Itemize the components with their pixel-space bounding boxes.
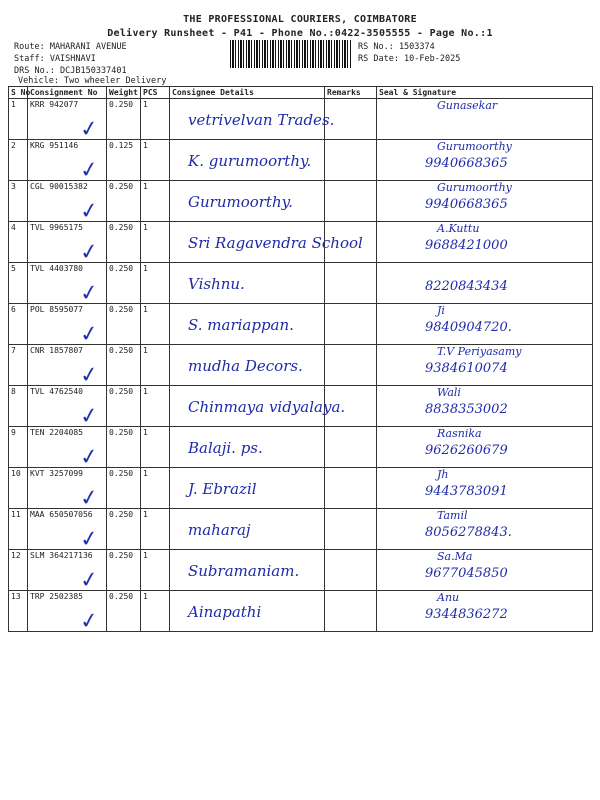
row-remarks	[325, 386, 377, 427]
checkmark-icon: ✓	[78, 443, 101, 472]
row-remarks	[325, 222, 377, 263]
row-consignment-no-text: TVL 4762540	[30, 387, 83, 396]
signature-phone: 9940668365	[425, 197, 508, 212]
row-weight-text: 0.250	[109, 346, 134, 355]
row-consignment-no-text: KRG 951146	[30, 141, 79, 150]
row-sno-text: 10	[11, 469, 21, 478]
row-consignee	[170, 222, 363, 263]
row-consignment-no	[28, 263, 107, 308]
row-consignment-no	[28, 468, 107, 513]
table-row	[9, 222, 593, 263]
row-pcs-text: 1	[143, 592, 148, 601]
row-signature	[377, 386, 593, 427]
row-weight	[107, 427, 141, 468]
row-weight-text: 0.250	[109, 551, 134, 560]
row-pcs	[141, 386, 170, 427]
row-consignment-no-text: CGL 90015382	[30, 182, 88, 191]
table-row	[9, 591, 593, 632]
signature-scribble: Tamil	[437, 509, 468, 522]
row-pcs	[141, 345, 170, 386]
signature-phone: 8838353002	[425, 402, 508, 417]
row-pcs-text: 1	[143, 223, 148, 232]
row-consignment-no	[28, 550, 107, 595]
drs-label: DRS No.: DCJB150337401	[14, 66, 127, 76]
table-row	[9, 468, 593, 509]
checkmark-icon: ✓	[78, 566, 101, 595]
row-sno-text: 5	[11, 264, 16, 273]
signature-phone: 9677045850	[425, 566, 508, 581]
checkmark-icon: ✓	[78, 320, 101, 349]
row-consignment-no	[28, 222, 107, 267]
table-row	[9, 386, 593, 427]
signature-scribble: Gunasekar	[437, 99, 498, 112]
row-pcs	[141, 99, 170, 140]
row-weight	[107, 181, 141, 222]
row-pcs-text: 1	[143, 264, 148, 273]
row-signature	[377, 591, 593, 632]
row-consignee	[170, 468, 325, 509]
row-weight-text: 0.250	[109, 305, 134, 314]
checkmark-icon: ✓	[78, 402, 101, 431]
row-pcs-text: 1	[143, 182, 148, 191]
signature-phone: 8220843434	[425, 279, 508, 294]
col-header-consignee: Consignee Details	[170, 87, 325, 99]
row-weight	[107, 304, 141, 345]
checkmark-icon: ✓	[78, 525, 101, 554]
signature-scribble: Sa.Ma	[437, 550, 473, 563]
row-consignee	[170, 345, 325, 386]
signature-scribble: Anu	[437, 591, 460, 604]
table-row	[9, 427, 593, 468]
row-remarks	[325, 468, 377, 509]
row-signature	[377, 509, 593, 550]
signature-scribble: Ji	[437, 304, 445, 317]
row-signature	[377, 181, 593, 222]
row-sno	[9, 99, 28, 140]
row-pcs	[141, 181, 170, 222]
row-consignment-no-text: TVL 4403780	[30, 264, 83, 273]
row-weight	[107, 550, 141, 591]
row-remarks	[325, 509, 377, 550]
row-sno	[9, 427, 28, 468]
row-sno-text: 8	[11, 387, 16, 396]
row-sno-text: 3	[11, 182, 16, 191]
row-signature	[377, 304, 593, 345]
row-consignment-no	[28, 386, 107, 431]
row-sno-text: 13	[11, 592, 21, 601]
row-pcs	[141, 140, 170, 181]
table-row	[9, 181, 593, 222]
row-signature	[377, 550, 593, 591]
row-consignment-no-text: KRR 942077	[30, 100, 79, 109]
row-remarks	[325, 591, 377, 632]
table-row	[9, 345, 593, 386]
row-pcs-text: 1	[143, 305, 148, 314]
row-consignee	[170, 386, 346, 427]
row-weight-text: 0.250	[109, 264, 134, 273]
signature-scribble: Gurumoorthy	[437, 140, 512, 153]
row-consignment-no	[28, 345, 107, 390]
row-remarks	[325, 181, 377, 222]
row-weight	[107, 140, 141, 181]
row-pcs-text: 1	[143, 428, 148, 437]
col-header-signature: Seal & Signature	[377, 87, 593, 99]
col-header-remarks: Remarks	[325, 87, 377, 99]
row-consignment-no-text: MAA 650507056	[30, 510, 93, 519]
row-sno	[9, 550, 28, 591]
company-title: THE PROFESSIONAL COURIERS, COIMBATORE	[183, 14, 417, 25]
row-signature	[377, 427, 593, 468]
row-sno-text: 9	[11, 428, 16, 437]
row-weight	[107, 99, 141, 140]
checkmark-icon: ✓	[78, 279, 101, 308]
row-weight	[107, 468, 141, 509]
row-consignee	[170, 99, 335, 140]
signature-scribble: Wali	[437, 386, 461, 399]
row-pcs	[141, 550, 170, 591]
col-header-weight: Weight	[107, 87, 141, 99]
row-pcs	[141, 304, 170, 345]
row-consignee	[170, 591, 325, 632]
row-pcs	[141, 263, 170, 304]
runsheet-title: Delivery Runsheet - P41 - Phone No.:0422-3505555 - Page No.:1	[107, 28, 493, 39]
signature-scribble: Jh	[437, 468, 449, 481]
row-sno	[9, 345, 28, 386]
row-consignment-no-text: TEN 2204085	[30, 428, 83, 437]
row-signature	[377, 99, 593, 140]
row-weight-text: 0.250	[109, 223, 134, 232]
consignee-name: Gurumoorthy.	[188, 193, 293, 211]
row-weight	[107, 509, 141, 550]
row-remarks	[325, 550, 377, 591]
row-weight	[107, 222, 141, 263]
consignee-name: J. Ebrazil	[188, 480, 257, 498]
row-pcs	[141, 427, 170, 468]
checkmark-icon: ✓	[78, 238, 101, 267]
row-pcs-text: 1	[143, 387, 148, 396]
row-weight-text: 0.125	[109, 141, 134, 150]
checkmark-icon: ✓	[78, 484, 101, 513]
signature-phone: 9940668365	[425, 156, 508, 171]
row-sno-text: 7	[11, 346, 16, 355]
row-consignment-no	[28, 181, 107, 226]
checkmark-icon: ✓	[78, 197, 101, 226]
row-pcs-text: 1	[143, 510, 148, 519]
consignee-name: vetrivelvan Trades.	[188, 111, 335, 129]
row-pcs	[141, 591, 170, 632]
checkmark-icon: ✓	[78, 361, 101, 390]
row-signature	[377, 222, 593, 263]
row-weight	[107, 386, 141, 427]
row-weight	[107, 263, 141, 304]
row-consignment-no	[28, 591, 107, 636]
row-sno	[9, 140, 28, 181]
route-label: Route: MAHARANI AVENUE	[14, 42, 127, 52]
signature-phone: 9344836272	[425, 607, 508, 622]
row-sno-text: 6	[11, 305, 16, 314]
signature-scribble: Rasnika	[437, 427, 482, 440]
row-pcs-text: 1	[143, 100, 148, 109]
signature-scribble: T.V Periyasamy	[437, 345, 522, 358]
table-header-row	[9, 87, 593, 99]
consignee-name: mudha Decors.	[188, 357, 303, 375]
row-sno-text: 4	[11, 223, 16, 232]
consignee-name: maharaj	[188, 521, 251, 539]
row-weight-text: 0.250	[109, 469, 134, 478]
row-sno	[9, 304, 28, 345]
row-sno	[9, 181, 28, 222]
row-consignee	[170, 550, 325, 591]
row-pcs-text: 1	[143, 469, 148, 478]
row-consignment-no-text: POL 8595077	[30, 305, 83, 314]
row-weight-text: 0.250	[109, 100, 134, 109]
col-header-sno: S No	[9, 87, 28, 99]
consignee-name: Balaji. ps.	[188, 439, 263, 457]
row-signature	[377, 345, 593, 386]
signature-phone: 9626260679	[425, 443, 508, 458]
row-consignment-no-text: SLM 364217136	[30, 551, 93, 560]
row-consignment-no	[28, 304, 107, 349]
checkmark-icon: ✓	[78, 607, 101, 636]
row-sno-text: 12	[11, 551, 21, 560]
table-row	[9, 509, 593, 550]
consignee-name: Chinmaya vidyalaya.	[188, 398, 346, 416]
row-sno	[9, 386, 28, 427]
row-weight	[107, 591, 141, 632]
row-signature	[377, 140, 593, 181]
barcode	[230, 40, 352, 68]
row-sno	[9, 468, 28, 509]
row-sno	[9, 222, 28, 263]
row-weight-text: 0.250	[109, 182, 134, 191]
consignee-name: Vishnu.	[188, 275, 245, 293]
row-signature	[377, 263, 593, 304]
row-sno	[9, 591, 28, 632]
row-remarks	[325, 140, 377, 181]
signature-phone: 9384610074	[425, 361, 508, 376]
row-remarks	[325, 99, 377, 140]
consignee-name: K. gurumoorthy.	[188, 152, 312, 170]
row-pcs	[141, 509, 170, 550]
signature-scribble: A.Kuttu	[437, 222, 480, 235]
row-pcs	[141, 468, 170, 509]
runsheet-table	[8, 86, 593, 636]
row-consignee	[170, 427, 325, 468]
row-sno	[9, 509, 28, 550]
row-weight	[107, 345, 141, 386]
vehicle-label: Vehicle: Two wheeler Delivery	[18, 76, 167, 86]
row-consignment-no-text: TVL 9965175	[30, 223, 83, 232]
consignee-name: Ainapathi	[188, 603, 262, 621]
row-weight-text: 0.250	[109, 510, 134, 519]
consignee-name: Subramaniam.	[188, 562, 300, 580]
row-remarks	[325, 345, 377, 386]
row-weight-text: 0.250	[109, 428, 134, 437]
row-pcs-text: 1	[143, 346, 148, 355]
row-pcs-text: 1	[143, 551, 148, 560]
row-consignment-no	[28, 99, 107, 144]
checkmark-icon: ✓	[78, 115, 101, 144]
rs-number: RS No.: 1503374	[358, 42, 435, 52]
row-consignment-no-text: CNR 1857807	[30, 346, 83, 355]
col-header-consignment: Consignment No	[28, 87, 107, 99]
row-sno	[9, 263, 28, 304]
row-weight-text: 0.250	[109, 387, 134, 396]
row-consignment-no	[28, 140, 107, 185]
row-consignee	[170, 181, 325, 222]
signature-phone: 9840904720.	[425, 320, 512, 335]
col-header-pcs: PCS	[141, 87, 170, 99]
row-remarks	[325, 427, 377, 468]
row-pcs-text: 1	[143, 141, 148, 150]
row-signature	[377, 468, 593, 509]
row-remarks	[325, 304, 377, 345]
staff-label: Staff: VAISHNAVI	[14, 54, 96, 64]
consignee-name: S. mariappan.	[188, 316, 294, 334]
row-consignment-no-text: KVT 3257099	[30, 469, 83, 478]
signature-scribble: Gurumoorthy	[437, 181, 512, 194]
rs-date: RS Date: 10-Feb-2025	[358, 54, 461, 64]
row-consignment-no	[28, 509, 107, 554]
row-sno-text: 2	[11, 141, 16, 150]
signature-phone: 9443783091	[425, 484, 508, 499]
checkmark-icon: ✓	[78, 156, 101, 185]
table-row	[9, 263, 593, 304]
consignee-name: Sri Ragavendra School	[188, 234, 363, 252]
row-sno-text: 1	[11, 100, 16, 109]
row-weight-text: 0.250	[109, 592, 134, 601]
table-row	[9, 304, 593, 345]
table-row	[9, 99, 593, 140]
table-row	[9, 140, 593, 181]
row-consignee	[170, 263, 325, 304]
row-consignee	[170, 304, 325, 345]
row-consignment-no	[28, 427, 107, 472]
row-pcs	[141, 222, 170, 263]
row-consignment-no-text: TRP 2502385	[30, 592, 83, 601]
signature-phone: 9688421000	[425, 238, 508, 253]
row-sno-text: 11	[11, 510, 21, 519]
signature-phone: 8056278843.	[425, 525, 512, 540]
table-row	[9, 550, 593, 591]
row-consignee	[170, 140, 325, 181]
row-remarks	[325, 263, 377, 304]
row-consignee	[170, 509, 325, 550]
